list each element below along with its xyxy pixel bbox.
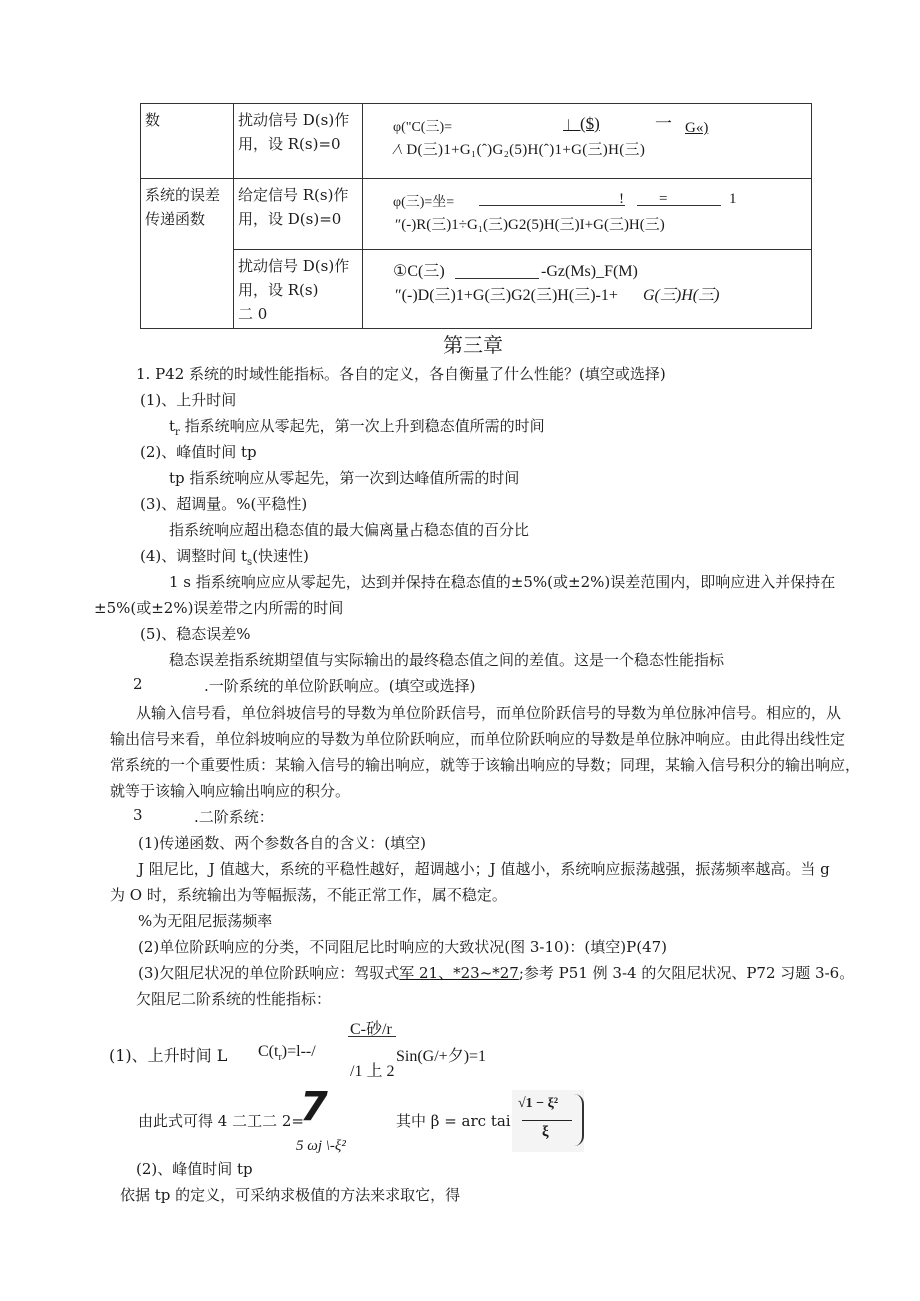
table-cell-formula bbox=[363, 104, 812, 179]
formula-beta-label: 其中 β = arc tai bbox=[396, 1112, 511, 1130]
row2-formula bbox=[367, 183, 807, 247]
formula-top: C-砂/r bbox=[350, 1021, 392, 1038]
row2-formula-blank2 bbox=[637, 183, 721, 206]
paragraph-2-line4: 就等于该输入响应输出响应的积分。 bbox=[110, 782, 351, 800]
row1-formula-den: ∕\ D(三)1+G₁(ˆ)G₂(5)H(ˆ)1+G(三)H(三) bbox=[395, 142, 646, 158]
merged-label-line2: 传递函数 bbox=[145, 210, 206, 228]
row1-formula-g: G«) bbox=[685, 120, 709, 136]
row2-formula-one: 1 bbox=[729, 191, 737, 207]
error-transfer-function-table bbox=[140, 103, 812, 329]
formula-bottom: /1 上 2 bbox=[350, 1063, 395, 1080]
row3-formula bbox=[367, 254, 807, 318]
heading-overshoot: (3)、超调量。%(平稳性) bbox=[140, 495, 308, 513]
question-3-number: 3 bbox=[133, 806, 143, 824]
table-cell-label bbox=[141, 104, 234, 179]
rise-time-definition: 指系统响应从零起先，第一次上升到稳态值所需的时间 bbox=[179, 417, 545, 435]
formula-ctr-b: )=l--/ bbox=[281, 1043, 316, 1060]
paragraph-2-line2: 输出信号来看，单位斜坡响应的导数为单位阶跃响应，而单位阶跃响应的导数是单位脉冲响应。由此得出线性定 bbox=[110, 730, 846, 748]
row2-formula-bang: ! bbox=[619, 191, 624, 207]
row3-formula-den: ″(-)D(三)1+G(三)G2(三)H(三)-1+ bbox=[395, 287, 618, 304]
text-settling-time-1: 1 s 指系统响应应从零起先，达到并保持在稳态值的±5%(或±2%)误差范围内，即响应进入并保持在 bbox=[169, 573, 836, 591]
underdamped-performance-heading: 欠阻尼二阶系统的性能指标： bbox=[136, 990, 332, 1008]
heading-rise-time: (1)、上升时间 bbox=[140, 391, 237, 409]
row3-formula-blank bbox=[455, 254, 539, 279]
natural-frequency-line: %为无阻尼振荡频率 bbox=[138, 912, 273, 930]
beta-fraction-bar bbox=[522, 1120, 572, 1121]
row1-formula-dash: 一 bbox=[655, 114, 672, 133]
text-overshoot: 指系统响应超出稳态值的最大偏离量占稳态值的百分比 bbox=[169, 521, 530, 539]
subsection-3-3-b: 军 21、*23~*27 bbox=[399, 964, 519, 982]
paragraph-2-line1: 从输入信号看，单位斜坡信号的导数为单位阶跃信号，而单位阶跃信号的导数为单位脉冲信号。相应的，从 bbox=[136, 704, 842, 722]
formula-derivation-label: 由此式可得 4 二工二 2= bbox=[138, 1112, 304, 1130]
beta-fraction-numerator: √1 − ξ² bbox=[518, 1096, 559, 1111]
formula-rise-label: (1)、上升时间 L bbox=[109, 1046, 228, 1065]
row1-formula-lhs: φ("C(三)= bbox=[393, 120, 453, 135]
text-peak-time-2: 依据 tp 的定义，可采纳求极值的方法来求取它，得 bbox=[120, 1186, 461, 1204]
row3-formula-den-italic: G(三)H(三) bbox=[643, 287, 720, 304]
merged-label-line1: 系统的误差 bbox=[145, 186, 221, 204]
heading-peak-time: (2)、峰值时间 tp bbox=[140, 443, 257, 461]
row3-condition-line2: 用，设 R(s) bbox=[238, 281, 319, 299]
row3-formula-lhs: ①C(三) bbox=[393, 263, 445, 280]
text-peak-time: tp 指系统响应从零起先，第一次到达峰值所需的时间 bbox=[169, 469, 520, 487]
table-cell-condition bbox=[234, 104, 363, 179]
formula-ctr-sub: r bbox=[278, 1052, 282, 1064]
row1-formula-num: 」($) bbox=[563, 114, 600, 133]
beta-fraction-denominator: ξ bbox=[542, 1124, 549, 1140]
table-cell-condition bbox=[234, 179, 363, 250]
symbol-t: t bbox=[169, 417, 176, 435]
table-cell-formula bbox=[363, 179, 812, 250]
row3-condition-line1: 扰动信号 D(s)作 bbox=[238, 257, 350, 275]
row2-formula-eq: = bbox=[659, 191, 668, 207]
damping-ratio-line1: J 阻尼比，J 值越大，系统的平稳性越好，超调越小；J 值越小，系统响应振荡越强，振荡频率越高。当 g bbox=[138, 860, 830, 878]
subsection-3-3 bbox=[138, 962, 854, 983]
question-2-text: .一阶系统的单位阶跃响应。(填空或选择) bbox=[204, 677, 476, 695]
row1-label: 数 bbox=[145, 111, 161, 129]
text-steady-state-error: 稳态误差指系统期望值与实际输出的最终稳态值之间的差值。这是一个稳态性能指标 bbox=[169, 651, 725, 669]
subsection-3-1: (1)传递函数、两个参数各自的含义：(填空) bbox=[138, 834, 426, 852]
formula-big-seven: 7 bbox=[300, 1084, 328, 1130]
table-cell-condition bbox=[234, 250, 363, 329]
formula-derivation-denominator: 5 ωj \-ξ² bbox=[296, 1138, 346, 1154]
table-row bbox=[141, 179, 812, 250]
chapter-title: 第三章 bbox=[443, 333, 503, 357]
beta-fraction-image bbox=[512, 1090, 584, 1152]
row2-formula-blank1 bbox=[479, 183, 625, 206]
table-row bbox=[141, 104, 812, 179]
subsection-3-3-a: (3)欠阻尼状况的单位阶跃响应：驾驭式 bbox=[138, 964, 400, 982]
damping-ratio-line2: 为 O 时，系统输出为等幅振荡，不能正常工作，属不稳定。 bbox=[110, 886, 507, 904]
right-paren bbox=[574, 1094, 584, 1146]
subsection-3-2: (2)单位阶跃响应的分类，不同阻尼比时响应的大致状况(图 3-10)：(填空)P(47) bbox=[138, 938, 668, 956]
table-cell-formula bbox=[363, 250, 812, 329]
question-3-text: .二阶系统： bbox=[194, 808, 274, 826]
question-1: 1. P42 系统的时域性能指标。各自的定义，各自衡量了什么性能？(填空或选择) bbox=[136, 365, 666, 383]
paragraph-2-line3: 常系统的一个重要性质：某输入信号的输出响应，就等于该输出响应的导数；同理，某输入信号积分的输出响应， bbox=[110, 756, 861, 774]
settling-time-note: (快速性) bbox=[252, 547, 309, 565]
symbol-sub-r: r bbox=[175, 427, 180, 438]
row3-formula-num: -Gz(Ms)_F(M) bbox=[541, 263, 638, 280]
row3-condition-line3: 二 0 bbox=[238, 305, 268, 323]
text-settling-time-2: ±5%(或±2%)误差带之内所需的时间 bbox=[94, 599, 344, 617]
row2-formula-lhs: φ(三)=坐= bbox=[393, 195, 455, 210]
row2-condition-line1: 给定信号 R(s)作 bbox=[238, 186, 349, 204]
table-row bbox=[141, 250, 812, 329]
settling-time-label: (4)、调整时间 t bbox=[140, 547, 248, 565]
symbol-sub-s: s bbox=[247, 557, 253, 568]
row2-condition-line2: 用，设 D(s)=0 bbox=[238, 210, 342, 228]
text-rise-time bbox=[169, 415, 545, 438]
heading-steady-state-error: (5)、稳态误差% bbox=[140, 625, 251, 643]
formula-sin: Sin(G/+夕)=1 bbox=[396, 1048, 487, 1065]
row1-formula bbox=[367, 108, 807, 172]
row1-condition-line1: 扰动信号 D(s)作 bbox=[238, 111, 350, 129]
heading-peak-time-2: (2)、峰值时间 tp bbox=[136, 1160, 253, 1178]
fraction-bar bbox=[348, 1036, 396, 1037]
table-cell-merged-label bbox=[141, 179, 234, 329]
subsection-3-3-c: ;参考 P51 例 3-4 的欠阻尼状况、P72 习题 3-6。 bbox=[518, 964, 855, 982]
row1-condition-line2: 用，设 R(s)=0 bbox=[238, 135, 341, 153]
row2-formula-den: ″(-)R(三)1÷G₁(三)G2(5)H(三)I+G(三)H(三) bbox=[395, 217, 665, 233]
heading-settling-time bbox=[140, 545, 309, 568]
formula-ctr-a: C(t bbox=[258, 1043, 279, 1060]
formula-ctr bbox=[258, 1043, 316, 1063]
question-2-number: 2 bbox=[133, 675, 143, 693]
